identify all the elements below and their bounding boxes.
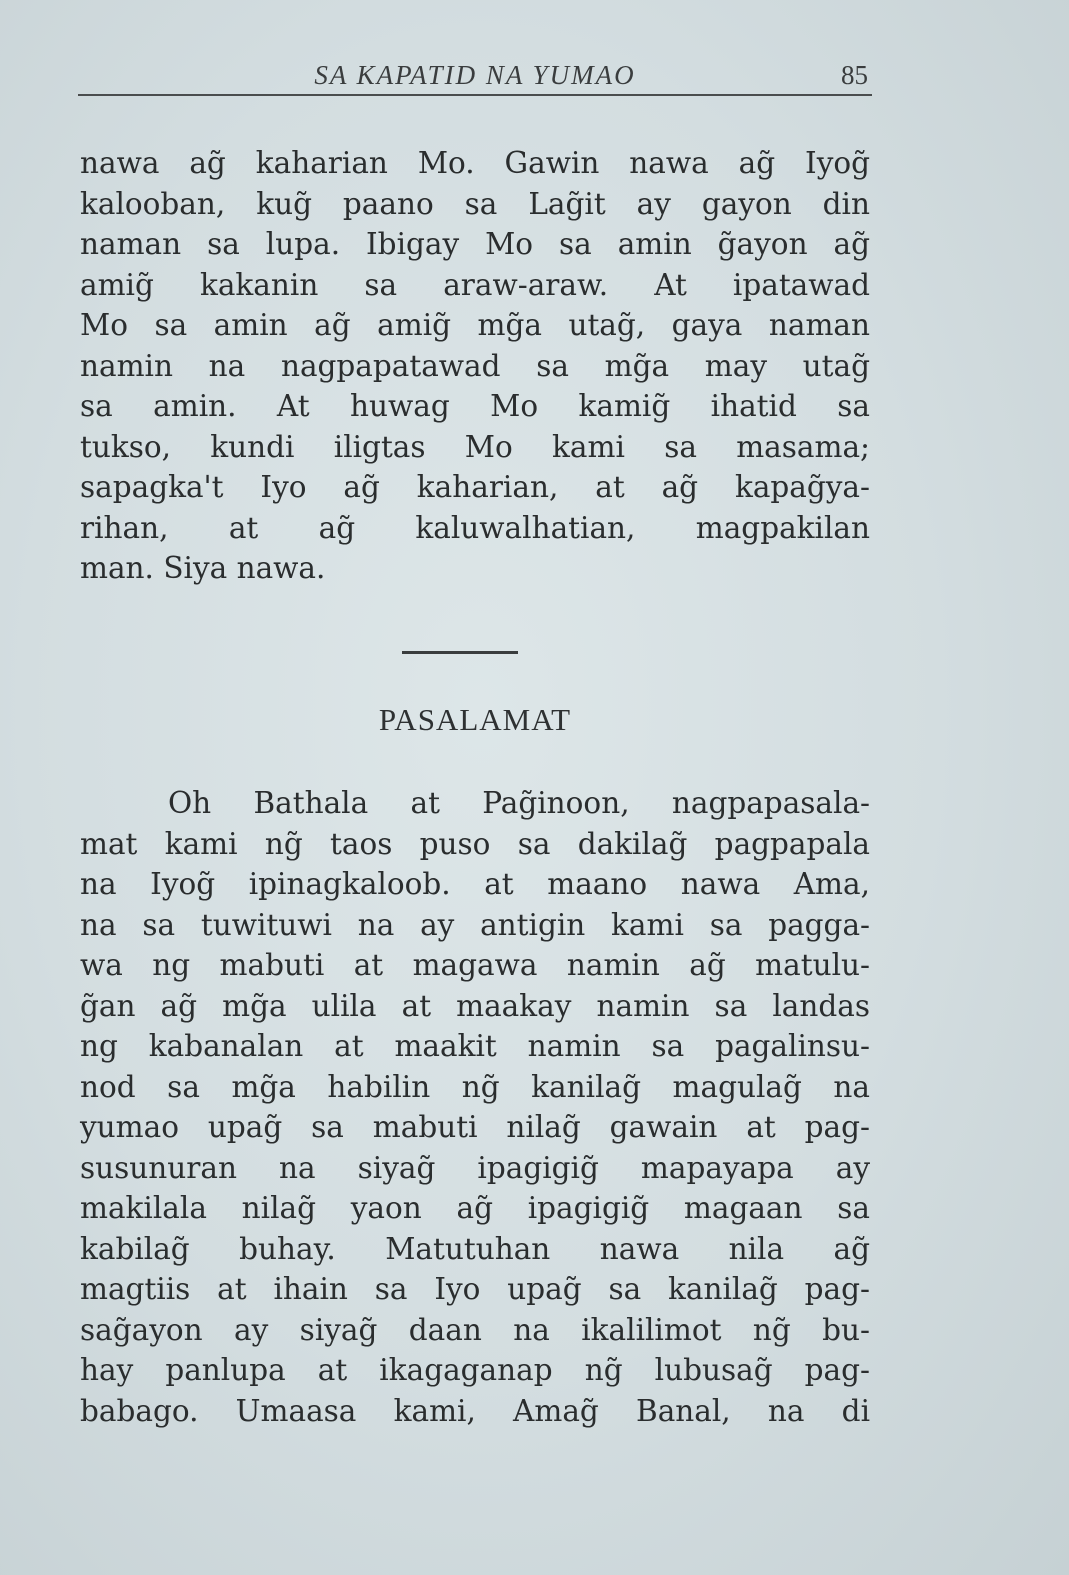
text-line: nod sa mg̃a habilin ng̃ kanilag̃ magulag̃ na — [80, 1069, 870, 1104]
text-line: namin na nagpapatawad sa mg̃a may utag̃ — [80, 348, 870, 383]
page-number: 85 — [841, 60, 868, 90]
running-head-title: SA KAPATID NA YUMAO — [314, 60, 636, 90]
prayer-continuation-paragraph — [80, 143, 870, 589]
text-line: Mo sa amin ag̃ amig̃ mg̃a utag̃, gaya naman — [80, 308, 870, 342]
text-line: sag̃ayon ay siyag̃ daan na ikalilimot ng̃ bu- — [80, 1312, 870, 1347]
text-line: na Iyog̃ ipinagkaloob. at maano nawa Ama, — [80, 867, 870, 901]
text-line: tukso, kundi iligtas Mo kami sa masama; — [80, 429, 870, 464]
text-line: hay panlupa at ikagaganap ng̃ lubusag̃ pag- — [80, 1353, 870, 1387]
text-line: susunuran na siyag̃ ipagigig̃ mapayapa ay — [80, 1150, 870, 1185]
text-line: na sa tuwituwi na ay antigin kami sa pagga- — [80, 907, 870, 942]
text-line: naman sa lupa. Ibigay Mo sa amin g̃ayon ag̃ — [80, 227, 870, 261]
text-line: sa amin. At huwag Mo kamig̃ ihatid sa — [80, 389, 870, 423]
text-line: nawa ag̃ kaharian Mo. Gawin nawa ag̃ Iyog̃ — [80, 146, 870, 180]
text-line: g̃an ag̃ mg̃a ulila at maakay namin sa landas — [80, 988, 870, 1023]
text-line: amig̃ kakanin sa araw-araw. At ipatawad — [80, 267, 870, 302]
text-line: Oh Bathala at Pag̃inoon, nagpapasala- — [168, 786, 870, 820]
running-head — [78, 56, 872, 100]
section-heading: PASALAMAT — [378, 702, 572, 737]
text-line: yumao upag̃ sa mabuti nilag̃ gawain at pag- — [80, 1110, 870, 1144]
header-rule — [78, 94, 872, 96]
text-line: makilala nilag̃ yaon ag̃ ipagigig̃ magaan sa — [80, 1191, 870, 1225]
section-separator-rule — [402, 651, 518, 654]
pasalamat-paragraph — [80, 783, 870, 1431]
text-line: kabilag̃ buhay. Matutuhan nawa nila ag̃ — [80, 1231, 870, 1266]
text-line: kalooban, kug̃ paano sa Lag̃it ay gayon din — [80, 186, 870, 221]
text-line: ng kabanalan at maakit namin sa pagalinsu- — [80, 1029, 870, 1063]
text-line: babago. Umaasa kami, Amag̃ Banal, na di — [80, 1393, 870, 1428]
text-line: mat kami ng̃ taos puso sa dakilag̃ pagpapala — [80, 826, 870, 861]
text-line: man. Siya nawa. — [80, 551, 326, 585]
text-line: rihan, at ag̃ kaluwalhatian, magpakilan — [80, 510, 870, 545]
text-line: magtiis at ihain sa Iyo upag̃ sa kanilag̃ pag- — [80, 1272, 870, 1306]
text-line: sapagka't Iyo ag̃ kaharian, at ag̃ kapag̃ya- — [80, 470, 870, 504]
text-line: wa ng mabuti at magawa namin ag̃ matulu- — [80, 948, 870, 982]
